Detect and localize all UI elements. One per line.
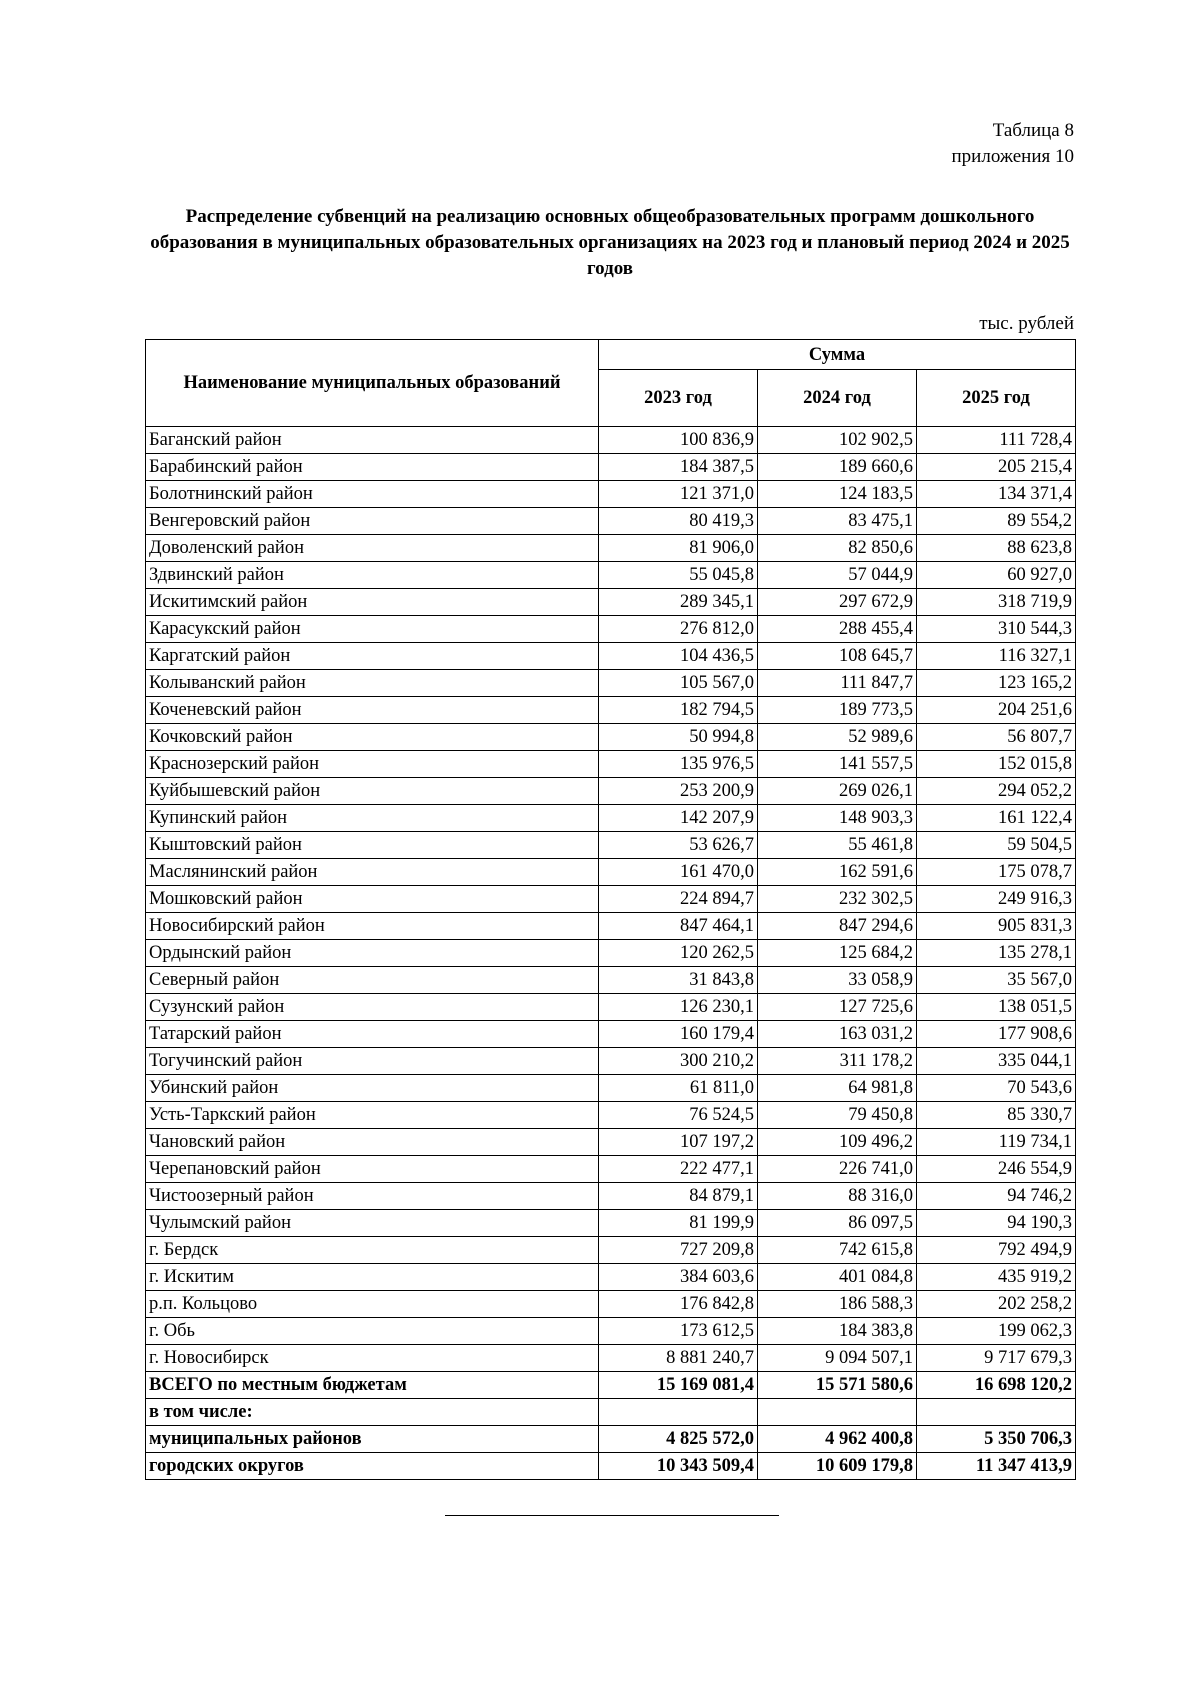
- amount-cell: 742 615,8: [758, 1237, 917, 1264]
- amount-cell: 85 330,7: [917, 1102, 1076, 1129]
- amount-cell: 8 881 240,7: [599, 1345, 758, 1372]
- amount-cell: 182 794,5: [599, 697, 758, 724]
- amount-cell: 56 807,7: [917, 724, 1076, 751]
- amount-cell: 108 645,7: [758, 643, 917, 670]
- table-row: [146, 454, 1076, 481]
- table-row: [146, 1318, 1076, 1345]
- amount-cell: 10 609 179,8: [758, 1453, 917, 1480]
- amount-cell: 15 571 580,6: [758, 1372, 917, 1399]
- amount-cell: 232 302,5: [758, 886, 917, 913]
- amount-cell: 53 626,7: [599, 832, 758, 859]
- amount-cell: 142 207,9: [599, 805, 758, 832]
- amount-cell: 76 524,5: [599, 1102, 758, 1129]
- amount-cell: 105 567,0: [599, 670, 758, 697]
- amount-cell: 61 811,0: [599, 1075, 758, 1102]
- table-row: [146, 1237, 1076, 1264]
- amount-cell: 401 084,8: [758, 1264, 917, 1291]
- amount-cell: 222 477,1: [599, 1156, 758, 1183]
- amount-cell: [917, 1399, 1076, 1426]
- amount-cell: 9 094 507,1: [758, 1345, 917, 1372]
- amount-cell: 125 684,2: [758, 940, 917, 967]
- amount-cell: 184 387,5: [599, 454, 758, 481]
- amount-cell: 905 831,3: [917, 913, 1076, 940]
- table-row: [146, 1048, 1076, 1075]
- table-row: [146, 1291, 1076, 1318]
- amount-cell: 83 475,1: [758, 508, 917, 535]
- municipality-name: Баганский район: [146, 427, 599, 454]
- municipality-name: Искитимский район: [146, 589, 599, 616]
- amount-cell: 289 345,1: [599, 589, 758, 616]
- amount-cell: 847 464,1: [599, 913, 758, 940]
- amount-cell: 102 902,5: [758, 427, 917, 454]
- amount-cell: 249 916,3: [917, 886, 1076, 913]
- amount-cell: 120 262,5: [599, 940, 758, 967]
- municipality-name: Венгеровский район: [146, 508, 599, 535]
- municipality-name: ВСЕГО по местным бюджетам: [146, 1372, 599, 1399]
- amount-cell: 318 719,9: [917, 589, 1076, 616]
- amount-cell: 64 981,8: [758, 1075, 917, 1102]
- amount-cell: 297 672,9: [758, 589, 917, 616]
- table-row: [146, 778, 1076, 805]
- amount-cell: 173 612,5: [599, 1318, 758, 1345]
- amount-cell: 88 623,8: [917, 535, 1076, 562]
- amount-cell: 189 773,5: [758, 697, 917, 724]
- amount-cell: 94 190,3: [917, 1210, 1076, 1237]
- municipality-name: Чистоозерный район: [146, 1183, 599, 1210]
- amount-cell: 124 183,5: [758, 481, 917, 508]
- table-row: [146, 724, 1076, 751]
- amount-cell: 288 455,4: [758, 616, 917, 643]
- amount-cell: 116 327,1: [917, 643, 1076, 670]
- municipality-name: р.п. Кольцово: [146, 1291, 599, 1318]
- municipality-name: Чулымский район: [146, 1210, 599, 1237]
- amount-cell: 246 554,9: [917, 1156, 1076, 1183]
- table-row: [146, 886, 1076, 913]
- municipality-name: Новосибирский район: [146, 913, 599, 940]
- table-row: [146, 643, 1076, 670]
- amount-cell: 121 371,0: [599, 481, 758, 508]
- amount-cell: 70 543,6: [917, 1075, 1076, 1102]
- amount-cell: 384 603,6: [599, 1264, 758, 1291]
- amount-cell: 4 962 400,8: [758, 1426, 917, 1453]
- amount-cell: 55 461,8: [758, 832, 917, 859]
- amount-cell: [599, 1399, 758, 1426]
- amount-cell: 204 251,6: [917, 697, 1076, 724]
- year-header: 2025 год: [917, 370, 1076, 427]
- table-row: [146, 1345, 1076, 1372]
- amount-cell: 199 062,3: [917, 1318, 1076, 1345]
- amount-cell: 104 436,5: [599, 643, 758, 670]
- amount-cell: 276 812,0: [599, 616, 758, 643]
- amount-cell: 189 660,6: [758, 454, 917, 481]
- table-row: [146, 859, 1076, 886]
- amount-cell: 109 496,2: [758, 1129, 917, 1156]
- total-row: [146, 1399, 1076, 1426]
- municipality-name: Кочковский район: [146, 724, 599, 751]
- amount-cell: 35 567,0: [917, 967, 1076, 994]
- amount-cell: 111 847,7: [758, 670, 917, 697]
- table-row: [146, 1129, 1076, 1156]
- table-row: [146, 751, 1076, 778]
- municipality-name: Болотнинский район: [146, 481, 599, 508]
- amount-cell: 311 178,2: [758, 1048, 917, 1075]
- municipality-name: Краснозерский район: [146, 751, 599, 778]
- amount-cell: 33 058,9: [758, 967, 917, 994]
- caption-line-1: Таблица 8: [992, 120, 1074, 141]
- table-row: [146, 1075, 1076, 1102]
- amount-cell: 4 825 572,0: [599, 1426, 758, 1453]
- amount-cell: 119 734,1: [917, 1129, 1076, 1156]
- amount-cell: 141 557,5: [758, 751, 917, 778]
- amount-cell: 152 015,8: [917, 751, 1076, 778]
- amount-cell: 205 215,4: [917, 454, 1076, 481]
- municipality-name: Ордынский район: [146, 940, 599, 967]
- sum-header: Сумма: [599, 340, 1076, 370]
- amount-cell: 55 045,8: [599, 562, 758, 589]
- amount-cell: 224 894,7: [599, 886, 758, 913]
- municipality-name: Убинский район: [146, 1075, 599, 1102]
- amount-cell: 160 179,4: [599, 1021, 758, 1048]
- amount-cell: 294 052,2: [917, 778, 1076, 805]
- year-header: 2023 год: [599, 370, 758, 427]
- municipality-name: Кыштовский район: [146, 832, 599, 859]
- table-row: [146, 1102, 1076, 1129]
- amount-cell: 15 169 081,4: [599, 1372, 758, 1399]
- amount-cell: 176 842,8: [599, 1291, 758, 1318]
- amount-cell: 11 347 413,9: [917, 1453, 1076, 1480]
- amount-cell: 161 122,4: [917, 805, 1076, 832]
- caption-line-2: приложения 10: [951, 146, 1074, 167]
- document-title: Распределение субвенций на реализацию основных общеобразовательных программ дошкольного образования в муниципальных образовательных организациях на 2023 год и плановый период 2024 и 2025 годов: [150, 206, 1070, 279]
- amount-cell: 127 725,6: [758, 994, 917, 1021]
- municipality-name: Каргатский район: [146, 643, 599, 670]
- municipality-name: Черепановский район: [146, 1156, 599, 1183]
- amount-cell: 253 200,9: [599, 778, 758, 805]
- amount-cell: 184 383,8: [758, 1318, 917, 1345]
- subsidy-table: [145, 339, 1076, 1480]
- amount-cell: 175 078,7: [917, 859, 1076, 886]
- amount-cell: 300 210,2: [599, 1048, 758, 1075]
- amount-cell: 5 350 706,3: [917, 1426, 1076, 1453]
- table-row: [146, 1183, 1076, 1210]
- total-row: [146, 1372, 1076, 1399]
- amount-cell: 226 741,0: [758, 1156, 917, 1183]
- table-row: [146, 589, 1076, 616]
- amount-cell: 310 544,3: [917, 616, 1076, 643]
- amount-cell: 134 371,4: [917, 481, 1076, 508]
- total-row: [146, 1453, 1076, 1480]
- table-row: [146, 535, 1076, 562]
- table-row: [146, 1156, 1076, 1183]
- amount-cell: 79 450,8: [758, 1102, 917, 1129]
- table-row: [146, 670, 1076, 697]
- table-row: [146, 805, 1076, 832]
- amount-cell: 9 717 679,3: [917, 1345, 1076, 1372]
- municipality-name: Усть-Таркский район: [146, 1102, 599, 1129]
- table-row: [146, 1210, 1076, 1237]
- amount-cell: 50 994,8: [599, 724, 758, 751]
- amount-cell: 162 591,6: [758, 859, 917, 886]
- unit-label: тыс. рублей: [979, 313, 1074, 334]
- municipality-name: городских округов: [146, 1453, 599, 1480]
- amount-cell: 100 836,9: [599, 427, 758, 454]
- amount-cell: 177 908,6: [917, 1021, 1076, 1048]
- municipality-name: Чановский район: [146, 1129, 599, 1156]
- amount-cell: 10 343 509,4: [599, 1453, 758, 1480]
- amount-cell: 126 230,1: [599, 994, 758, 1021]
- municipality-name: г. Новосибирск: [146, 1345, 599, 1372]
- municipality-name: Мошковский район: [146, 886, 599, 913]
- amount-cell: 148 903,3: [758, 805, 917, 832]
- table-row: [146, 994, 1076, 1021]
- amount-cell: 80 419,3: [599, 508, 758, 535]
- amount-cell: 847 294,6: [758, 913, 917, 940]
- municipality-name: муниципальных районов: [146, 1426, 599, 1453]
- table-row: [146, 508, 1076, 535]
- amount-cell: 138 051,5: [917, 994, 1076, 1021]
- municipality-name: Северный район: [146, 967, 599, 994]
- total-row: [146, 1426, 1076, 1453]
- amount-cell: 52 989,6: [758, 724, 917, 751]
- amount-cell: [758, 1399, 917, 1426]
- amount-cell: 59 504,5: [917, 832, 1076, 859]
- amount-cell: 107 197,2: [599, 1129, 758, 1156]
- end-rule: [445, 1515, 779, 1516]
- municipality-name: г. Обь: [146, 1318, 599, 1345]
- municipality-name: Коченевский район: [146, 697, 599, 724]
- amount-cell: 161 470,0: [599, 859, 758, 886]
- municipality-name: Доволенский район: [146, 535, 599, 562]
- amount-cell: 135 278,1: [917, 940, 1076, 967]
- municipality-name: г. Бердск: [146, 1237, 599, 1264]
- amount-cell: 82 850,6: [758, 535, 917, 562]
- table-row: [146, 1021, 1076, 1048]
- municipality-name: Здвинский район: [146, 562, 599, 589]
- amount-cell: 88 316,0: [758, 1183, 917, 1210]
- municipality-name: Карасукский район: [146, 616, 599, 643]
- amount-cell: 435 919,2: [917, 1264, 1076, 1291]
- amount-cell: 94 746,2: [917, 1183, 1076, 1210]
- municipality-name: Сузунский район: [146, 994, 599, 1021]
- amount-cell: 335 044,1: [917, 1048, 1076, 1075]
- table-row: [146, 427, 1076, 454]
- name-column-header: Наименование муниципальных образований: [146, 340, 599, 427]
- amount-cell: 727 209,8: [599, 1237, 758, 1264]
- municipality-name: Колыванский район: [146, 670, 599, 697]
- municipality-name: Куйбышевский район: [146, 778, 599, 805]
- amount-cell: 123 165,2: [917, 670, 1076, 697]
- amount-cell: 81 906,0: [599, 535, 758, 562]
- amount-cell: 111 728,4: [917, 427, 1076, 454]
- table-row: [146, 967, 1076, 994]
- municipality-name: в том числе:: [146, 1399, 599, 1426]
- amount-cell: 57 044,9: [758, 562, 917, 589]
- year-header: 2024 год: [758, 370, 917, 427]
- municipality-name: Тогучинский район: [146, 1048, 599, 1075]
- amount-cell: 16 698 120,2: [917, 1372, 1076, 1399]
- amount-cell: 792 494,9: [917, 1237, 1076, 1264]
- table-row: [146, 1264, 1076, 1291]
- municipality-name: Барабинский район: [146, 454, 599, 481]
- amount-cell: 81 199,9: [599, 1210, 758, 1237]
- amount-cell: 135 976,5: [599, 751, 758, 778]
- municipality-name: Маслянинский район: [146, 859, 599, 886]
- amount-cell: 163 031,2: [758, 1021, 917, 1048]
- amount-cell: 89 554,2: [917, 508, 1076, 535]
- table-row: [146, 832, 1076, 859]
- municipality-name: Татарский район: [146, 1021, 599, 1048]
- table-row: [146, 697, 1076, 724]
- amount-cell: 84 879,1: [599, 1183, 758, 1210]
- table-row: [146, 940, 1076, 967]
- amount-cell: 202 258,2: [917, 1291, 1076, 1318]
- amount-cell: 31 843,8: [599, 967, 758, 994]
- table-row: [146, 562, 1076, 589]
- table-caption: [952, 118, 1074, 170]
- table-row: [146, 481, 1076, 508]
- table-row: [146, 616, 1076, 643]
- table-row: [146, 913, 1076, 940]
- amount-cell: 269 026,1: [758, 778, 917, 805]
- municipality-name: Купинский район: [146, 805, 599, 832]
- amount-cell: 186 588,3: [758, 1291, 917, 1318]
- amount-cell: 60 927,0: [917, 562, 1076, 589]
- amount-cell: 86 097,5: [758, 1210, 917, 1237]
- municipality-name: г. Искитим: [146, 1264, 599, 1291]
